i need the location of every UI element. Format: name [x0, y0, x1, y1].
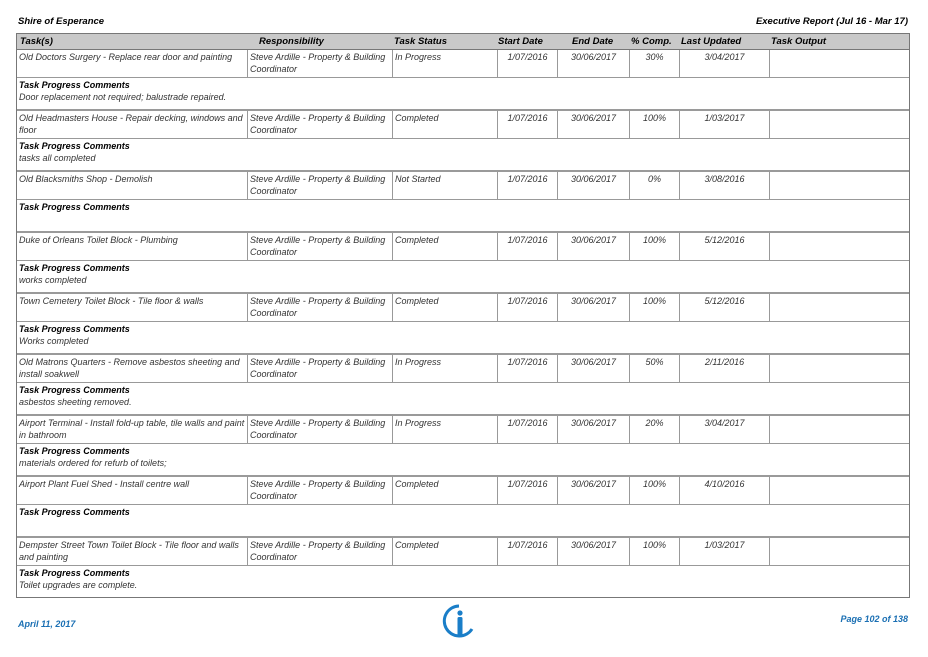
end-date-cell: 30/06/2017 — [557, 233, 629, 260]
percent-complete-cell: 100% — [629, 233, 679, 260]
percent-complete-cell: 100% — [629, 477, 679, 504]
percent-complete-cell: 100% — [629, 111, 679, 138]
start-date-cell: 1/07/2016 — [497, 477, 557, 504]
comments-text: Toilet upgrades are complete. — [19, 580, 138, 590]
responsibility-cell: Steve Ardille - Property & Building Coordinator — [247, 233, 392, 260]
table-row — [17, 50, 909, 77]
comments-text: tasks all completed — [19, 153, 96, 163]
task-status-cell: Completed — [392, 477, 497, 504]
col-responsibility: Responsibility — [259, 36, 324, 47]
task-progress-comments — [17, 77, 909, 109]
last-updated-cell: 2/11/2016 — [679, 355, 769, 382]
task-output-cell — [769, 50, 909, 77]
task-status-cell: In Progress — [392, 355, 497, 382]
task-progress-comments — [17, 382, 909, 414]
responsibility-cell: Steve Ardille - Property & Building Coordinator — [247, 477, 392, 504]
percent-complete-cell: 30% — [629, 50, 679, 77]
comments-text: works completed — [19, 275, 87, 285]
comments-text: materials ordered for refurb of toilets; — [19, 458, 167, 468]
end-date-cell: 30/06/2017 — [557, 50, 629, 77]
last-updated-cell: 5/12/2016 — [679, 294, 769, 321]
task-output-cell — [769, 538, 909, 565]
task-output-cell — [769, 416, 909, 443]
start-date-cell: 1/07/2016 — [497, 172, 557, 199]
start-date-cell: 1/07/2016 — [497, 233, 557, 260]
comments-label: Task Progress Comments — [19, 202, 130, 212]
table-header — [17, 34, 909, 50]
task-output-cell — [769, 355, 909, 382]
table-row — [17, 414, 909, 443]
responsibility-cell: Steve Ardille - Property & Building Coordinator — [247, 111, 392, 138]
task-name-cell: Old Doctors Surgery - Replace rear door and painting — [19, 52, 233, 62]
tasks-table — [16, 33, 910, 598]
col-pct: % Comp. — [631, 36, 672, 47]
last-updated-cell: 4/10/2016 — [679, 477, 769, 504]
report-title: Executive Report (Jul 16 - Mar 17) — [755, 16, 908, 27]
comments-text: Works completed — [19, 336, 89, 346]
task-status-cell: Completed — [392, 111, 497, 138]
col-status: Task Status — [394, 36, 447, 47]
comments-label: Task Progress Comments — [19, 568, 130, 578]
comments-text: Door replacement not required; balustrade repaired. — [19, 92, 227, 102]
responsibility-cell: Steve Ardille - Property & Building Coordinator — [247, 50, 392, 77]
task-output-cell — [769, 477, 909, 504]
end-date-cell: 30/06/2017 — [557, 172, 629, 199]
task-output-cell — [769, 294, 909, 321]
page-number: Page 102 of 138 — [840, 614, 908, 624]
table-row — [17, 292, 909, 321]
percent-complete-cell: 100% — [629, 294, 679, 321]
col-output: Task Output — [771, 36, 827, 47]
percent-complete-cell: 50% — [629, 355, 679, 382]
start-date-cell: 1/07/2016 — [497, 50, 557, 77]
task-name-cell: Airport Terminal - Install fold-up table, tile walls and paint in bathroom — [19, 418, 245, 440]
task-name-cell: Old Matrons Quarters - Remove asbestos sheeting and install soakwell — [19, 357, 240, 379]
comments-label: Task Progress Comments — [19, 263, 130, 273]
report-date: April 11, 2017 — [18, 619, 76, 629]
task-status-cell: Completed — [392, 233, 497, 260]
col-updated: Last Updated — [681, 36, 742, 47]
last-updated-cell: 1/03/2017 — [679, 111, 769, 138]
start-date-cell: 1/07/2016 — [497, 538, 557, 565]
start-date-cell: 1/07/2016 — [497, 355, 557, 382]
task-progress-comments — [17, 138, 909, 170]
info-i-logo-icon — [441, 604, 477, 638]
responsibility-cell: Steve Ardille - Property & Building Coordinator — [247, 294, 392, 321]
task-output-cell — [769, 111, 909, 138]
percent-complete-cell: 100% — [629, 538, 679, 565]
task-name-cell: Old Blacksmiths Shop - Demolish — [19, 174, 153, 184]
task-progress-comments — [17, 504, 909, 536]
table-row — [17, 475, 909, 504]
table-row — [17, 109, 909, 138]
end-date-cell: 30/06/2017 — [557, 355, 629, 382]
start-date-cell: 1/07/2016 — [497, 111, 557, 138]
comments-label: Task Progress Comments — [19, 446, 130, 456]
task-name-cell: Dempster Street Town Toilet Block - Tile floor and walls and painting — [19, 540, 239, 562]
task-status-cell: Not Started — [392, 172, 497, 199]
table-row — [17, 170, 909, 199]
comments-label: Task Progress Comments — [19, 324, 130, 334]
col-end: End Date — [572, 36, 614, 47]
end-date-cell: 30/06/2017 — [557, 416, 629, 443]
col-start: Start Date — [498, 36, 543, 47]
table-body — [17, 50, 909, 597]
task-progress-comments — [17, 199, 909, 231]
task-name-cell: Old Headmasters House - Repair decking, windows and floor — [19, 113, 243, 135]
table-row — [17, 231, 909, 260]
comments-text: asbestos sheeting removed. — [19, 397, 132, 407]
task-output-cell — [769, 172, 909, 199]
comments-label: Task Progress Comments — [19, 385, 130, 395]
task-progress-comments — [17, 565, 909, 597]
percent-complete-cell: 0% — [629, 172, 679, 199]
task-progress-comments — [17, 321, 909, 353]
end-date-cell: 30/06/2017 — [557, 294, 629, 321]
start-date-cell: 1/07/2016 — [497, 416, 557, 443]
responsibility-cell: Steve Ardille - Property & Building Coordinator — [247, 172, 392, 199]
last-updated-cell: 5/12/2016 — [679, 233, 769, 260]
last-updated-cell: 3/04/2017 — [679, 416, 769, 443]
task-progress-comments — [17, 443, 909, 475]
table-row — [17, 536, 909, 565]
task-status-cell: Completed — [392, 538, 497, 565]
table-row — [17, 353, 909, 382]
start-date-cell: 1/07/2016 — [497, 294, 557, 321]
org-name: Shire of Esperance — [18, 16, 105, 27]
responsibility-cell: Steve Ardille - Property & Building Coordinator — [247, 416, 392, 443]
task-status-cell: Completed — [392, 294, 497, 321]
task-status-cell: In Progress — [392, 50, 497, 77]
comments-label: Task Progress Comments — [19, 80, 130, 90]
percent-complete-cell: 20% — [629, 416, 679, 443]
end-date-cell: 30/06/2017 — [557, 538, 629, 565]
last-updated-cell: 3/08/2016 — [679, 172, 769, 199]
last-updated-cell: 1/03/2017 — [679, 538, 769, 565]
comments-label: Task Progress Comments — [19, 507, 130, 517]
last-updated-cell: 3/04/2017 — [679, 50, 769, 77]
end-date-cell: 30/06/2017 — [557, 111, 629, 138]
task-name-cell: Duke of Orleans Toilet Block - Plumbing — [19, 235, 178, 245]
responsibility-cell: Steve Ardille - Property & Building Coordinator — [247, 538, 392, 565]
end-date-cell: 30/06/2017 — [557, 477, 629, 504]
responsibility-cell: Steve Ardille - Property & Building Coordinator — [247, 355, 392, 382]
task-name-cell: Town Cemetery Toilet Block - Tile floor & walls — [19, 296, 204, 306]
comments-label: Task Progress Comments — [19, 141, 130, 151]
col-task: Task(s) — [20, 36, 53, 47]
task-output-cell — [769, 233, 909, 260]
task-progress-comments — [17, 260, 909, 292]
task-name-cell: Airport Plant Fuel Shed - Install centre wall — [19, 479, 190, 489]
task-status-cell: In Progress — [392, 416, 497, 443]
